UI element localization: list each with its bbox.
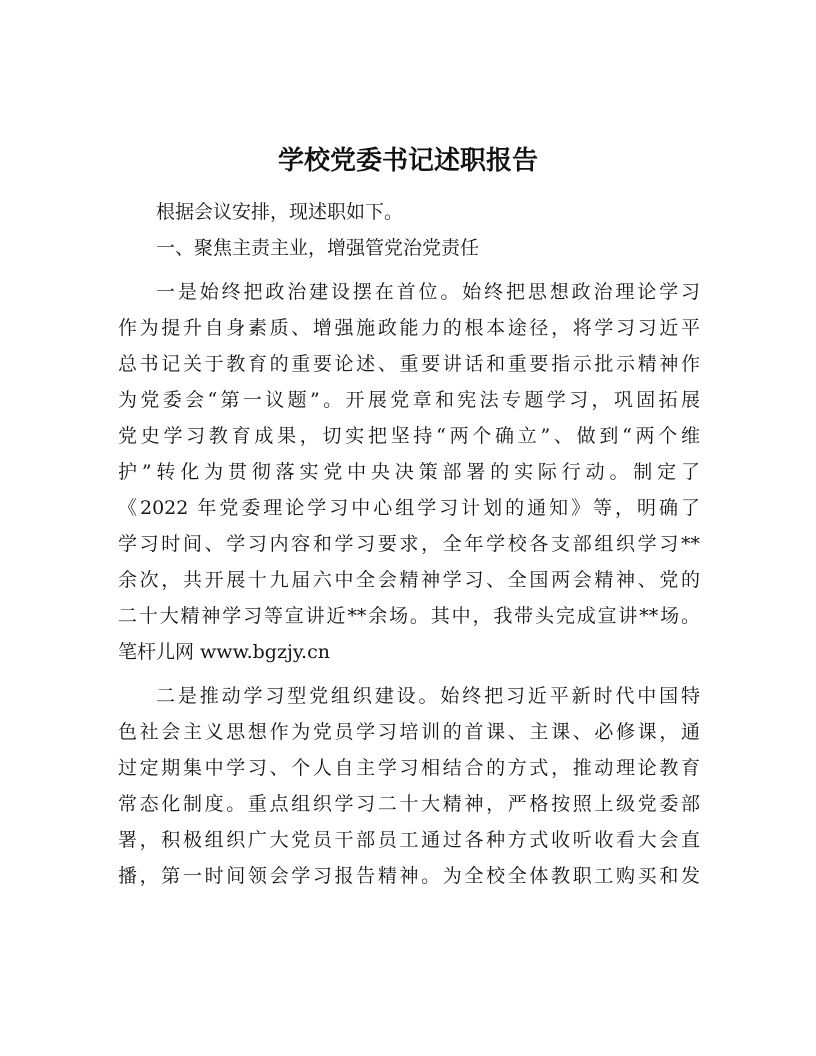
paragraph-line: 色社会主义思想作为党员学习培训的首课、主课、必修课，通 <box>118 721 700 743</box>
paragraph-line: 为党委会“第一议题”。开展党章和宪法专题学习，巩固拓展 <box>118 389 700 411</box>
paragraph-line: 党史学习教育成果，切实把坚持“两个确立”、做到“两个维 <box>118 425 700 447</box>
paragraph-line: 署，积极组织广大党员干部员工通过各种方式收听收看大会直 <box>118 829 700 851</box>
paragraph-line: 二是推动学习型党组织建设。始终把习近平新时代中国特 <box>156 685 700 707</box>
paragraph-2 <box>118 678 700 894</box>
intro-paragraph: 根据会议安排，现述职如下。 <box>156 201 404 223</box>
paragraph-line: 护”转化为贯彻落实党中央决策部署的实际行动。制定了 <box>118 461 700 483</box>
paragraph-line: 常态化制度。重点组织学习二十大精神，严格按照上级党委部 <box>118 793 700 815</box>
section-heading: 一、聚焦主责主业，增强管党治党责任 <box>156 237 480 259</box>
paragraph-line: 一是始终把政治建设摆在首位。始终把思想政治理论学习 <box>156 281 700 303</box>
document-title: 学校党委书记述职报告 <box>277 146 538 176</box>
paragraph-line-website: 笔杆儿网 www.bgzjy.cn <box>118 641 330 663</box>
paragraph-line: 余次，共开展十九届六中全会精神学习、全国两会精神、党的 <box>118 569 700 591</box>
paragraph-1 <box>118 274 700 670</box>
paragraph-line: 播，第一时间领会学习报告精神。为全校全体教职工购买和发 <box>118 865 700 887</box>
paragraph-line: 学习时间、学习内容和学习要求，全年学校各支部组织学习** <box>118 533 700 555</box>
paragraph-line: 总书记关于教育的重要论述、重要讲话和重要指示批示精神作 <box>118 353 700 375</box>
paragraph-line: 《2022 年党委理论学习中心组学习计划的通知》等，明确了 <box>118 497 700 519</box>
paragraph-line: 作为提升自身素质、增强施政能力的根本途径，将学习习近平 <box>118 317 700 339</box>
document-body <box>118 194 700 894</box>
paragraph-line: 过定期集中学习、个人自主学习相结合的方式，推动理论教育 <box>118 757 700 779</box>
paragraph-line: 二十大精神学习等宣讲近**余场。其中，我带头完成宣讲**场。 <box>118 605 700 627</box>
